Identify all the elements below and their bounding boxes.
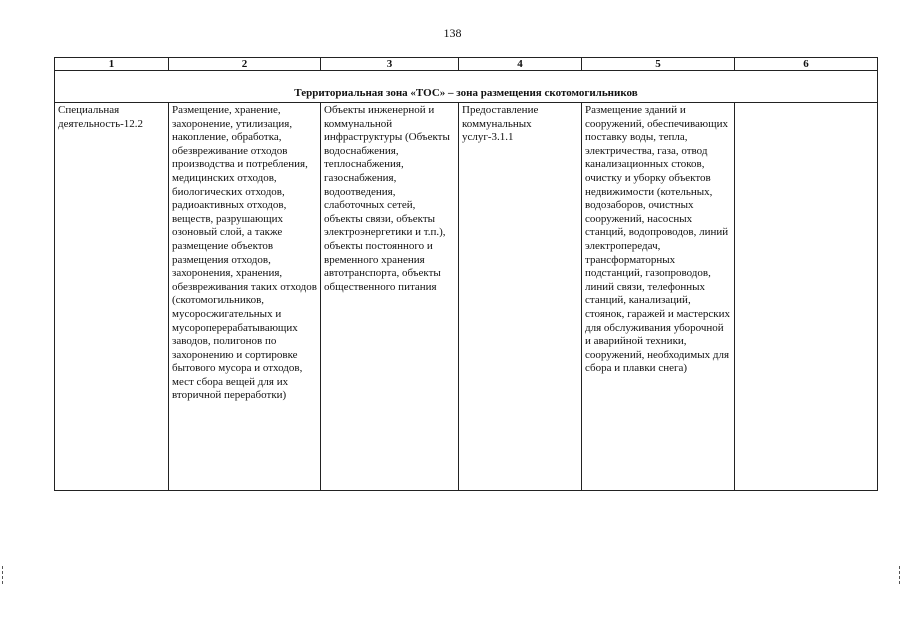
- header-col-2: 2: [169, 58, 321, 71]
- table-row: [55, 103, 878, 491]
- zoning-table: [54, 57, 878, 491]
- cell-auxiliary-use-description: Размещение зданий и сооружений, обеспечивающих поставку воды, тепла, электричества, газа, отвод канализационных стоков, очистку и уборку объектов недвижимости (котельных, водозаборов, очистных сооружений, насосных станций, водопроводов, линий электропередач, трансформаторных подстанций, газопроводов, линий связи, телефонных станций, канализаций, стоянок, гаражей и мастерских для обслуживания уборочной и аварийной техники, сооружений, необходимых для сбора и плавки снега): [582, 103, 735, 491]
- cell-auxiliary-use-type: Предоставление коммунальных услуг-3.1.1: [459, 103, 582, 491]
- header-col-6: 6: [735, 58, 878, 71]
- header-col-4: 4: [459, 58, 582, 71]
- header-col-5: 5: [582, 58, 735, 71]
- page-number: 138: [443, 26, 462, 40]
- cell-activity-type: Специальная деятельность-12.2: [55, 103, 169, 491]
- cell-auxiliary-objects: Объекты инженерной и коммунальной инфраструктуры (Объекты водоснабжения, теплоснабжения, газоснабжения, водоотведения, слаботочных сетей, объекты связи, объекты электроэнергетики и т.п.), объекты постоянного и временного хранения автотранспорта, объекты общественного питания: [321, 103, 459, 491]
- section-row: [55, 71, 878, 103]
- right-margin-mark: [899, 566, 904, 584]
- cell-empty: [735, 103, 878, 491]
- left-margin-mark: [2, 566, 7, 584]
- header-col-1: 1: [55, 58, 169, 71]
- cell-permitted-use-description: Размещение, хранение, захоронение, утилизация, накопление, обработка, обезвреживание отходов производства и потребления, медицинских отходов, биологических отходов, радиоактивных отходов, веществ, разрушающих озоновый слой, а также размещение объектов размещения отходов, захоронения, хранения, обезвреживания таких отходов (скотомогильников, мусоросжигательных и мусороперерабатывающих заводов, полигонов по захоронению и сортировке бытового мусора и отходов, мест сбора вещей для их вторичной переработки): [169, 103, 321, 491]
- section-title: Территориальная зона «ТОС» – зона размещения скотомогильников: [55, 71, 878, 103]
- header-row: [55, 58, 878, 71]
- header-col-3: 3: [321, 58, 459, 71]
